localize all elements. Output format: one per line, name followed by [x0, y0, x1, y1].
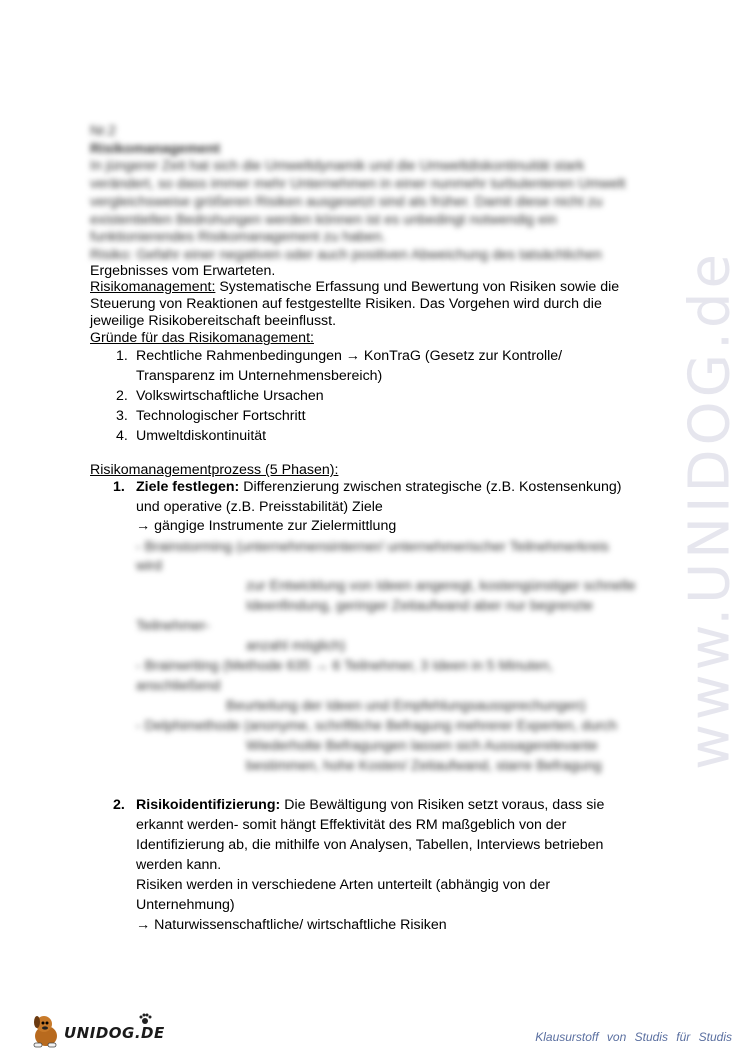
blurred-line: wird [136, 558, 163, 574]
intro-line: In jüngerer Zeit hat sich die Umweltdynamik und die Umweltdiskontinuität stark [90, 158, 585, 174]
rm-definition-line: jeweilige Risikobereitschaft beeinflusst. [90, 313, 337, 329]
list-number: 2. [116, 388, 128, 404]
phase-text: Identifizierung ab, die mithilfe von Analysen, Tabellen, Interviews betrieben [136, 837, 604, 853]
phase-title-line: Risikoidentifizierung: Die Bewältigung von Risiken setzt voraus, dass sie [136, 797, 605, 813]
blurred-line: anschließend [136, 678, 221, 694]
watermark: www.UNIDOG.de [677, 250, 743, 770]
blurred-line: bestimmen, hohe Kosten/ Zeitaufwand, starre Befragung [246, 758, 602, 774]
phase-text: → gängige Instrumente zur Zielermittlung [136, 518, 397, 534]
prozess-heading: Risikomanagementprozess (5 Phasen): [90, 462, 339, 478]
phase-number: 2. [113, 797, 125, 813]
phase-text: und operative (z.B. Preisstabilität) Ziele [136, 499, 383, 515]
risiko-end: Ergebnisses vom Erwarteten. [90, 263, 276, 279]
phase-title-line: Ziele festlegen: Differenzierung zwischen strategische (z.B. Kostensenkung) [136, 479, 622, 495]
blurred-line: zur Entwicklung von Ideen angeregt, kostengünstiger schnelle [246, 578, 636, 594]
phase-number: 1. [113, 479, 125, 495]
list-item-continued: Transparenz im Unternehmensbereich) [136, 368, 383, 384]
doc-number: Nr.2 [90, 123, 117, 139]
list-item: Technologischer Fortschritt [136, 408, 306, 424]
footer-tagline: Klausurstoff von Studis für Studis [535, 1030, 732, 1044]
blurred-line: Ideenfindung, geringer Zeitaufwand aber nur begrenzte [246, 598, 594, 614]
gruende-heading: Gründe für das Risikomanagement: [90, 330, 314, 346]
intro-line: Risiko: Gefahr einer negativen oder auch positiven Abweichung des tatsächlichen [90, 247, 602, 263]
logo-text: UNIDOG.DE [64, 1024, 165, 1042]
phase-text: Risiken werden in verschiedene Arten unterteilt (abhängig von der [136, 877, 551, 893]
doc-heading: Risikomanagement [90, 141, 221, 157]
intro-line: verändert, so dass immer mehr Unternehmen in einer nunmehr turbulenteren Umwelt [90, 176, 626, 192]
list-item: Rechtliche Rahmenbedingungen → KonTraG (Gesetz zur Kontrolle/ [136, 348, 563, 364]
rm-definition-label: Risikomanagement: [90, 279, 216, 295]
intro-line: existentiellen Bedrohungen werden können ist es unbedingt notwendig ein [90, 212, 557, 228]
intro-line: vergleichsweise größeren Risiken ausgesetzt sind als früher. Damit diese nicht zu [90, 194, 603, 210]
blurred-line: anzahl möglich) [246, 638, 346, 654]
phase-text: werden kann. [136, 857, 222, 873]
blurred-line: - Brainstorming (unternehmensinterner/ unternehmerischer Teilnehmerkreis [136, 539, 609, 555]
rm-definition-line: Risikomanagement: Systematische Erfassung und Bewertung von Risiken sowie die [90, 279, 620, 295]
rm-definition-line: Steuerung von Reaktionen auf festgestellte Risiken. Das Vorgehen wird durch die [90, 296, 602, 312]
blurred-line: - Brainwriting (Methode 635 → 6 Teilnehmer, 3 Ideen in 5 Minuten, [136, 658, 553, 674]
phase-title: Ziele festlegen: [136, 479, 240, 495]
phase-text: → Naturwissenschaftliche/ wirtschaftliche Risiken [136, 917, 447, 933]
list-item: Umweltdiskontinuität [136, 428, 267, 444]
list-number: 3. [116, 408, 128, 424]
intro-line: funktionierendes Risikomanagement zu haben. [90, 229, 386, 245]
phase-text: Unternehmung) [136, 897, 235, 913]
blurred-line: Beurteilung der Ideen und Empfehlungsaussprechungen) [226, 698, 586, 714]
list-number: 1. [116, 348, 128, 364]
blurred-line: Teilnehmer- [136, 618, 211, 634]
phase-text: erkannt werden- somit hängt Effektivität des RM maßgeblich von der [136, 817, 567, 833]
list-item: Volkswirtschaftliche Ursachen [136, 388, 324, 404]
phase-title: Risikoidentifizierung: [136, 797, 281, 813]
unidog-logo [26, 1010, 165, 1052]
list-number: 4. [116, 428, 128, 444]
blurred-line: - Delphimethode (anonyme, schriftliche Befragung mehrerer Experten, durch [136, 718, 618, 734]
blurred-line: Wiederholte Befragungen lassen sich Aussagerelevante [246, 738, 598, 754]
dog-mascot-icon [26, 1010, 66, 1050]
